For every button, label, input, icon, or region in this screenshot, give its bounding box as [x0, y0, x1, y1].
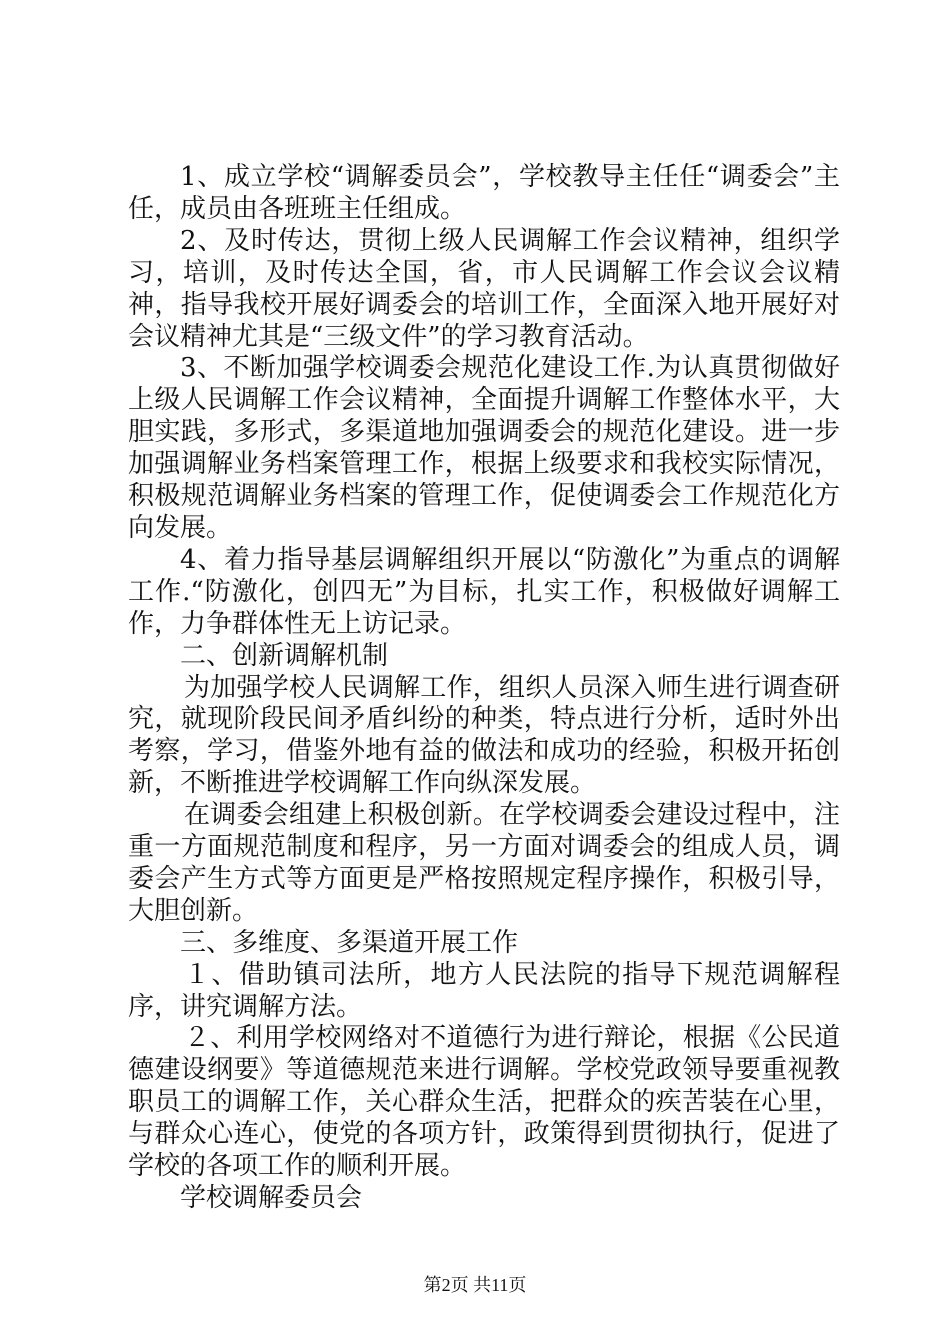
paragraph-item-4: 4、着力指导基层调解组织开展以“防激化”为重点的调解工作.“防激化，创四无”为目标，扎实工作，积极做好调解工作，力争群体性无上访记录。 — [128, 544, 840, 639]
paragraph-method-2: ２、利用学校网络对不道德行为进行辩论，根据《公民道德建设纲要》等道德规范来进行调解。学校党政领导要重视教职员工的调解工作，关心群众生活，把群众的疾苦装在心里，与群众心连心，使党的各项方针，政策得到贯彻执行，促进了学校的各项工作的顺利开展。 — [128, 1023, 840, 1182]
paragraph-innovation-2: 在调委会组建上积极创新。在学校调委会建设过程中，注重一方面规范制度和程序，另一方面对调委会的组成人员，调委会产生方式等方面更是严格按照规定程序操作，积极引导，大胆创新。 — [128, 800, 840, 926]
paragraph-item-3: 3、不断加强学校调委会规范化建设工作.为认真贯彻做好上级人民调解工作会议精神，全面提升调解工作整体水平，大胆实践，多形式，多渠道地加强调委会的规范化建设。进一步加强调解业务档案管理工作，根据上级要求和我校实际情况，积极规范调解业务档案的管理工作，促使调委会工作规范化方向发展。 — [128, 353, 840, 543]
page-number: 第2页 共11页 — [423, 1275, 527, 1295]
paragraph-method-1: １、借助镇司法所，地方人民法院的指导下规范调解程序，讲究调解方法。 — [128, 959, 840, 1022]
signature-line: 学校调解委员会 — [180, 1183, 363, 1213]
document-body — [128, 162, 840, 1215]
section-heading-3: 三、多维度、多渠道开展工作 — [180, 927, 519, 958]
paragraph-innovation-1: 为加强学校人民调解工作，组织人员深入师生进行调查研究，就现阶段民间矛盾纠纷的种类，特点进行分析，适时外出考察，学习，借鉴外地有益的做法和成功的经验，积极开拓创新，不断推进学校调解工作向纵深发展。 — [128, 672, 840, 799]
paragraph-item-1: 1、成立学校“调解委员会”，学校教导主任任“调委会”主任，成员由各班班主任组成。 — [128, 162, 840, 224]
paragraph-item-2: 2、及时传达，贯彻上级人民调解工作会议精神，组织学习，培训，及时传达全国，省，市人民调解工作会议会议精神，指导我校开展好调委会的培训工作，全面深入地开展好对会议精神尤其是“三级文件”的学习教育活动。 — [128, 225, 840, 352]
section-heading-2: 二、创新调解机制 — [180, 640, 389, 671]
